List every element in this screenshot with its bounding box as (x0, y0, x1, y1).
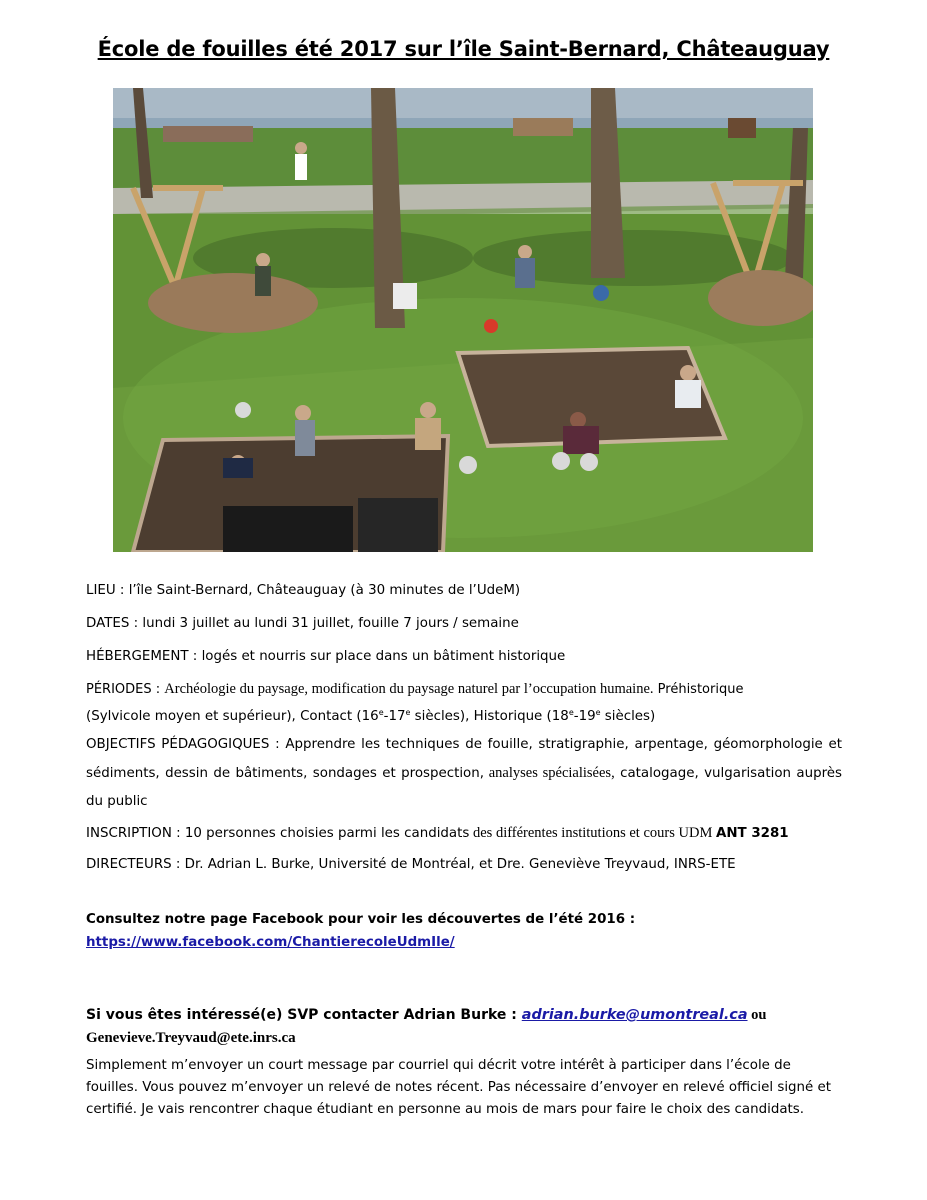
periodes-sylvicole: (Sylvicole moyen et supérieur), Contact (16 (86, 709, 379, 724)
periodes-sup: e (595, 708, 601, 717)
hebergement-line: HÉBERGEMENT : logés et nourris sur place dans un bâtiment historique (86, 649, 566, 664)
hebergement-label: HÉBERGEMENT (86, 649, 189, 664)
dates-text: lundi 3 juillet au lundi 31 juillet, fouille 7 jours / semaine (142, 616, 519, 631)
lieu-text: l’île Saint-Bernard, Châteauguay (à 30 minutes de l’UdeM) (128, 583, 521, 598)
periodes-historique: siècles), Historique (18 (410, 709, 569, 724)
contact-heading (86, 1007, 766, 1024)
periodes-contact-end: -17 (383, 709, 406, 724)
facebook-link-line (86, 935, 455, 950)
periodes-serif-text: Archéologie du paysage, modification du paysage naturel par l’occupation humaine. (164, 681, 654, 697)
periodes-siecles: siècles) (600, 709, 656, 724)
genevieve-email[interactable]: Genevieve.Treyvaud@ete.inrs.ca (86, 1030, 296, 1046)
dates-label: DATES (86, 616, 130, 631)
lieu-label: LIEU (86, 583, 116, 598)
adrian-email-link[interactable]: adrian.burke@umontreal.ca (521, 1007, 748, 1023)
directeurs-text: Dr. Adrian L. Burke, Université de Montréal, et Dre. Geneviève Treyvaud, INRS-ETE (184, 857, 736, 872)
inscription-course: ANT 3281 (715, 826, 789, 841)
periodes-label: PÉRIODES (86, 682, 152, 697)
inscription-line: INSCRIPTION : 10 personnes choisies parmi les candidats des différentes institutions et cours UDM ANT 3281 (86, 825, 789, 841)
archaeology-excavation-photo-icon (113, 88, 813, 552)
directeurs-line: DIRECTEURS : Dr. Adrian L. Burke, Université de Montréal, et Dre. Geneviève Treyvaud, INRS-ETE (86, 857, 736, 872)
objectifs-paragraph: OBJECTIFS PÉDAGOGIQUES : Apprendre les techniques de fouille, stratigraphie, arpentage, géomorphologie et sédiments, dessin de bâtiments, sondages et prospection, analyses spécialisées, catalogage, vulgarisation auprès du public (86, 737, 843, 809)
inscription-label: INSCRIPTION (86, 826, 172, 841)
contact-paragraph: Simplement m’envoyer un court message par courriel qui décrit votre intérêt à participer dans l’école de fouilles. Vous pouvez m’envoyer un relevé de notes récent. Pas nécessaire d’envoyer en relevé officiel signé et certifié. Je vais rencontrer chaque étudiant en personne au mois de mars pour faire le choix des candidats. (86, 1058, 832, 1117)
objectifs-label: OBJECTIFS PÉDAGOGIQUES (86, 737, 270, 752)
hebergement-text: logés et nourris sur place dans un bâtiment historique (201, 649, 566, 664)
facebook-heading: Consultez notre page Facebook pour voir les découvertes de l’été 2016 : (86, 912, 636, 927)
inscription-text: 10 personnes choisies parmi les candidats (184, 826, 470, 841)
periodes-sup: e (405, 708, 411, 717)
periodes-sup: e (378, 708, 384, 717)
periodes-prehistorique: Préhistorique (657, 682, 744, 697)
contact-intro: Si vous êtes intéressé(e) SVP contacter Adrian Burke : (86, 1007, 522, 1023)
objectifs-text-a: Apprendre les techniques de fouille, stratigraphie, arpentage, géomorphologie et sédiments, dessin de bâtiments, sondages et prospection, (86, 737, 843, 781)
excavation-photo (113, 88, 813, 552)
dates-line: DATES : lundi 3 juillet au lundi 31 juillet, fouille 7 jours / semaine (86, 616, 519, 631)
lieu-line: LIEU : l’île Saint-Bernard, Châteauguay (à 30 minutes de l’UdeM) (86, 583, 521, 598)
periodes-line-1: PÉRIODES : Archéologie du paysage, modification du paysage naturel par l’occupation humaine. Préhistorique (86, 681, 744, 697)
periodes-sup: e (568, 708, 574, 717)
facebook-link[interactable]: https://www.facebook.com/ChantierecoleUdmIle/ (86, 935, 455, 950)
objectifs-text-b: catalogage, vulgarisation auprès du public (86, 766, 842, 809)
periodes-line-2 (86, 708, 655, 724)
objectifs-serif: analyses spécialisées, (484, 765, 615, 781)
contact-ou: ou (747, 1007, 767, 1023)
page-title: École de fouilles été 2017 sur l’île Saint-Bernard, Châteauguay (97, 37, 830, 61)
inscription-serif: des différentes institutions et cours UDM (469, 825, 716, 841)
periodes-historique-end: -19 (573, 709, 596, 724)
directeurs-label: DIRECTEURS (86, 857, 172, 872)
